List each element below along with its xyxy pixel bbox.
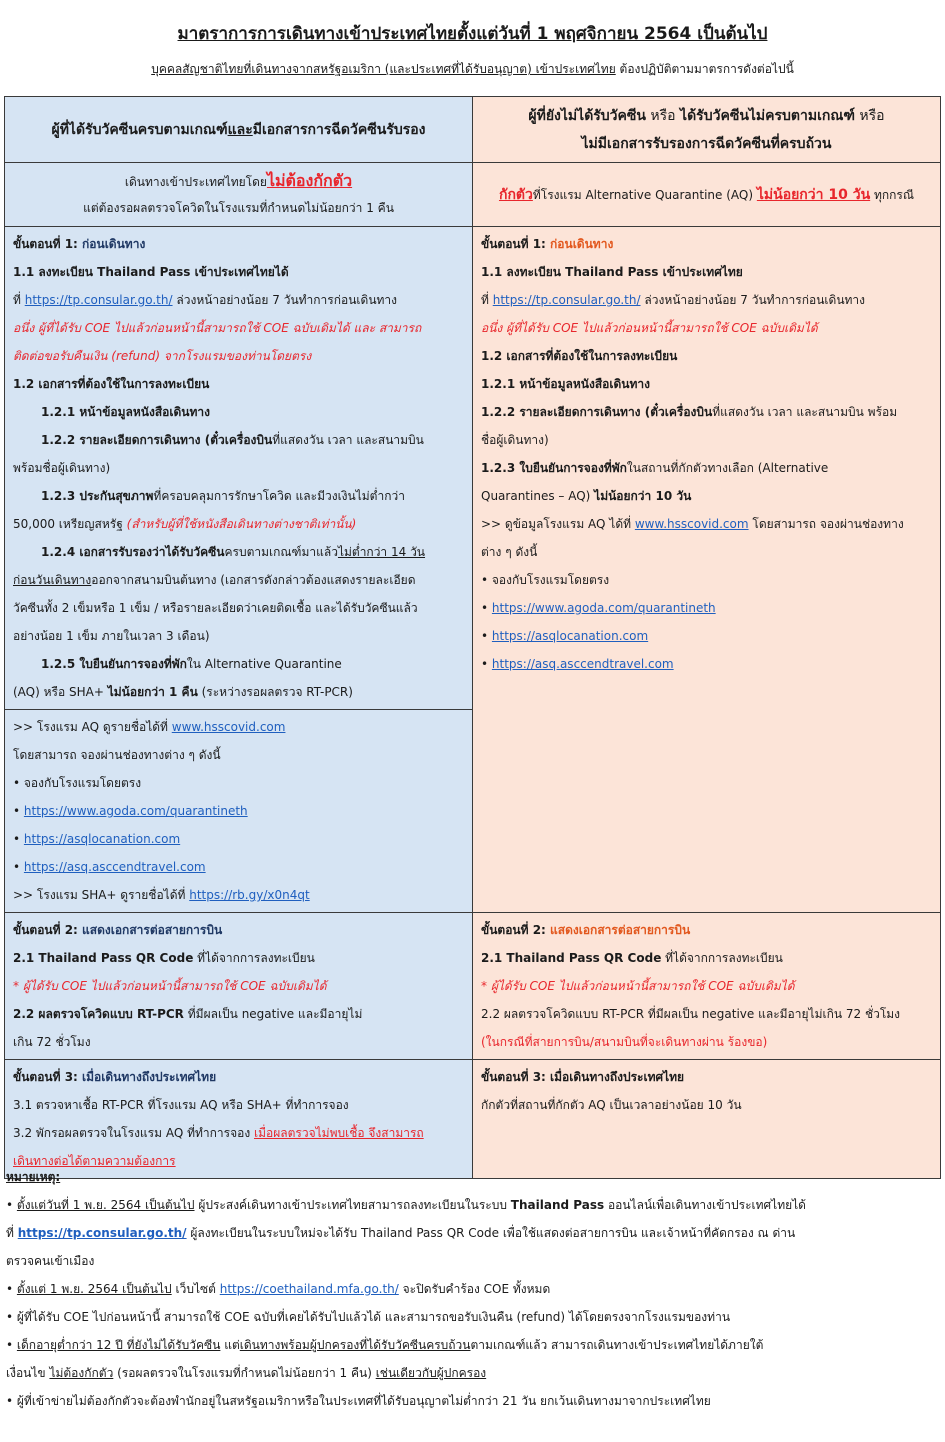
text: • จองกับโรงแรมโดยตรง [13, 776, 142, 790]
text: >> โรงแรม SHA+ ดูรายชื่อได้ที่ [13, 888, 190, 902]
header-right-or1: หรือ [645, 107, 681, 124]
text: ตรวจคนเข้าเมือง [6, 1254, 95, 1268]
text: • จองกับโรงแรมโดยตรง [481, 573, 610, 587]
text: 1.2.1 หน้าข้อมูล [41, 405, 133, 419]
text: • ผู้ที่ได้รับ COE ไปก่อนหน้านี้ สามารถใช้ COE ฉบับที่เคยได้รับไปแล้วได้ และสามารถขอรับเงินคืน (refund) ได้โดยตรงจากโรงแรมของท่าน [6, 1310, 731, 1324]
subtitle-rest: ต้องปฏิบัติตามมาตรการดังต่อไปนี้ [615, 62, 794, 76]
step2-vaccinated [5, 913, 473, 1060]
asqlocanation-link[interactable]: https://asqlocanation.com [23, 832, 181, 846]
text: ต่าง ๆ ดังนี้ [481, 545, 538, 559]
page-subtitle [0, 60, 945, 79]
booking-label: 1.2.5 ใบยืนยันการจองที่พัก [41, 657, 187, 671]
text: ในสถานที่กักตัวทางเลือก (Alternative [626, 461, 829, 475]
step3-vaccinated [5, 1060, 473, 1179]
notes-section [6, 1163, 936, 1415]
text: ที่ [6, 1226, 18, 1240]
text: 3.1 ตรวจหาเชื้อ RT-PCR ที่โรงแรม AQ หรือ SHA+ ที่ทำการจอง [13, 1098, 349, 1112]
text: ล่วงหน้าอย่างน้อย 7 วันทำการก่อนเดินทาง [172, 293, 398, 307]
step1-right-label: ขั้นตอนที่ 1: [481, 237, 551, 251]
min-days: ไม่น้อยกว่า 10 วัน [594, 489, 692, 503]
text: ครบตามเกณฑ์มาแล้ว [224, 545, 338, 559]
text: โดยสามารถ จองผ่านช่องทางต่าง ๆ ดังนี้ [13, 748, 221, 762]
header-right-e: ไม่มีเอกสารรับรองการฉีดวัคซีนที่ครบถ้วน [581, 135, 832, 152]
step1-right-1-1: 1.1 ลงทะเบียน Thailand Pass เข้าประเทศไทย [481, 265, 743, 279]
subtitle-underlined: บุคคลสัญชาติไทยที่เดินทางจากสหรัฐอเมริกา (และประเทศที่ได้รับอนุญาต) เข้าประเทศไทย [151, 62, 616, 76]
coe-note: * ผู้ได้รับ COE ไปแล้วก่อนหน้านี้สามารถใช้ COE ฉบับเดิมได้ [13, 979, 327, 993]
page-title: มาตราการการเดินทางเข้าประเทศไทยตั้งแต่วันที่ 1 พฤศจิกายน 2564 เป็นต้นไป [177, 24, 768, 44]
text: ใน Alternative Quarantine [186, 657, 342, 671]
passport-label: หนังสือเดินทาง [572, 377, 650, 391]
text: (รอผลตรวจในโรงแรมที่กำหนดไม่น้อยกว่า 1 คืน) [113, 1366, 376, 1380]
ticket-label: ตั๋วเครื่องบิน [210, 433, 273, 447]
header-right-or2: หรือ [854, 107, 885, 124]
text: ออกจากสนามบินต้นทาง (เอกสารดังกล่าวต้องแสดงรายละเอียด [91, 573, 416, 587]
text: ออนไลน์เพื่อเดินทางเข้าประเทศไทยได้ [604, 1198, 806, 1212]
booking-label: 1.2.3 ใบยืนยันการจองที่พัก [481, 461, 627, 475]
text: ที่แสดงวัน เวลา และสนามบิน พร้อม [712, 405, 898, 419]
asccendtravel-link[interactable]: https://asq.asccendtravel.com [491, 657, 674, 671]
step3-left-label: ขั้นตอนที่ 3: [13, 1070, 83, 1084]
asqlocanation-link[interactable]: https://asqlocanation.com [491, 629, 649, 643]
bullet: • [6, 1282, 17, 1296]
aq-hotels-vaccinated: >> โรงแรม AQ ดูรายชื่อได้ที่ www.hsscovid.com โดยสามารถ จองผ่านช่องทางต่าง ๆ ดังนี้ • จองกับโรงแรมโดยตรง • https://www.agoda.com/quarantineth • https://asqlocanation.com • https://asq.asccendtravel.com >> โรงแรม SHA+ ดูรายชื่อได้ที่ https://rb.gy/x0n4qt [5, 710, 473, 913]
min-nights: ไม่น้อยกว่า 1 คืน [107, 685, 198, 699]
notes-heading: หมายเหตุ: [6, 1170, 61, 1184]
hsscovid-link[interactable]: www.hsscovid.com [171, 720, 286, 734]
text: ล่วงหน้าอย่างน้อย 7 วันทำการก่อนเดินทาง [640, 293, 866, 307]
text: >> ดูข้อมูลโรงแรม AQ ได้ที่ [481, 517, 635, 531]
text: ชื่อผู้เดินทาง) [481, 433, 549, 447]
header-vaccinated [5, 97, 473, 163]
text: ตั้งแต่ 1 พ.ย. 2564 เป็นต้นไป [16, 1282, 172, 1296]
coethailand-link[interactable]: https://coethailand.mfa.go.th/ [219, 1282, 399, 1296]
text: Quarantines – AQ) [481, 489, 595, 503]
agoda-link[interactable]: https://www.agoda.com/quarantineth [491, 601, 716, 615]
text: 1.2.2 รายละเอียดการเดินทาง ( [41, 433, 211, 447]
text: ผู้ลงทะเบียนในระบบใหม่จะได้รับ Thailand Pass QR Code เพื่อใช้แสดงต่อสายการบิน และเจ้าหน้าที่คัดกรอง ณ ด่าน [186, 1226, 796, 1240]
airline-request-note: (ในกรณีที่สายการบิน/สนามบินที่จะเดินทางผ่าน ร้องขอ) [481, 1035, 768, 1049]
step2-left-title: แสดงเอกสารต่อสายการบิน [82, 923, 223, 937]
tp-consular-link[interactable]: https://tp.consular.go.th/ [17, 1226, 187, 1240]
text: ที่มีผลเป็น negative และมีอายุไม่ [183, 1007, 363, 1021]
summary-right-b: ที่โรงแรม Alternative Quarantine (AQ) [532, 187, 757, 202]
foreign-passport-note: (สำหรับผู้ที่ใช้หนังสือเดินทางต่างชาติเท่านั้น) [126, 517, 357, 531]
step1-left-1-2: 1.2 เอกสารที่ต้องใช้ในการลงทะเบียน [13, 377, 210, 391]
vaccine-cert-label: 1.2.4 เอกสารรับรองว่าได้รับวัคซีน [41, 545, 225, 559]
step1-vaccinated [5, 227, 473, 710]
coe-note: อนึ่ง ผู้ที่ได้รับ COE ไปแล้วก่อนหน้านี้สามารถใช้ COE ฉบับเดิมได้ [481, 321, 818, 335]
bullet: • [6, 1198, 17, 1212]
text: วัคซีนทั้ง 2 เข็มหรือ 1 เข็ม / หรือรายละเอียดว่าเคยติดเชื้อ และได้รับวัคซีนแล้ว [13, 601, 418, 615]
step2-unvaccinated [473, 913, 941, 1060]
text: เมื่อผลตรวจไม่พบเชื้อ จึงสามารถ [254, 1126, 424, 1140]
text: อย่างน้อย 1 เข็ม ภายในเวลา 3 เดือน) [13, 629, 210, 643]
text: 3.2 พักรอผลตรวจในโรงแรม AQ ที่ทำการจอง [13, 1126, 255, 1140]
step1-left-label: ขั้นตอนที่ 1: [13, 237, 83, 251]
sha-plus-link[interactable]: https://rb.gy/x0n4qt [189, 888, 310, 902]
quarantine-label: กักตัว [498, 186, 533, 203]
header-left-and: และ [227, 121, 253, 138]
text: (AQ) หรือ SHA+ [13, 685, 108, 699]
text: ที่ครอบคลุมการรักษาโควิด และมีวงเงินไม่ต่ำกว่า [153, 489, 405, 503]
text: ที่ได้จากการลงทะเบียน [661, 951, 783, 965]
step3-right-title: ขั้นตอนที่ 3: เมื่อเดินทางถึงประเทศไทย [481, 1070, 685, 1084]
summary-left-a: เดินทางเข้าประเทศไทยโดย [124, 175, 267, 189]
text: ที่ [481, 293, 493, 307]
step1-right-title: ก่อนเดินทาง [550, 237, 614, 251]
summary-vaccinated [5, 163, 473, 227]
step1-left-title: ก่อนเดินทาง [82, 237, 146, 251]
text: ที่ [13, 293, 25, 307]
text: จะปิดรับคำร้อง COE ทั้งหมด [398, 1282, 551, 1296]
text: Thailand Pass [510, 1198, 605, 1212]
summary-right-d: ทุกกรณี [870, 187, 915, 202]
text: ไม่ต้องกักตัว [49, 1366, 114, 1380]
text: (ระหว่างรอผลตรวจ RT-PCR) [197, 685, 353, 699]
tp-consular-link[interactable]: https://tp.consular.go.th/ [24, 293, 173, 307]
coe-note-2: ติดต่อขอรับคืนเงิน (refund) จากโรงแรมของท่านโดยตรง [13, 349, 312, 363]
coe-note: * ผู้ได้รับ COE ไปแล้วก่อนหน้านี้สามารถใช้ COE ฉบับเดิมได้ [481, 979, 795, 993]
step1-left-1-1: 1.1 ลงทะเบียน Thailand Pass เข้าประเทศไทยได้ [13, 265, 289, 279]
insurance-label: 1.2.3 ประกันสุขภาพ [41, 489, 154, 503]
text: ที่แสดงวัน เวลา และสนามบิน [272, 433, 424, 447]
tp-consular-link[interactable]: https://tp.consular.go.th/ [492, 293, 641, 307]
header-left-a: ผู้ที่ได้รับวัคซีนครบตามเกณฑ์ [51, 121, 228, 138]
text: ตามเกณฑ์แล้ว สามารถเดินทางเข้าประเทศไทยได้ภายใต้ [470, 1338, 764, 1352]
text: เช่นเดียวกับผู้ปกครอง [375, 1366, 487, 1380]
measures-table [4, 96, 941, 1179]
text: เว็บไซต์ [171, 1282, 220, 1296]
text: >> โรงแรม AQ ดูรายชื่อได้ที่ [13, 720, 172, 734]
text: 1.2.2 รายละเอียดการเดินทาง ( [481, 405, 651, 419]
text: 1.2.1 หน้าข้อมูล [481, 377, 573, 391]
header-left-c: มีเอกสารการฉีดวัคซีนรับรอง [252, 121, 426, 138]
text: เดินทางต่อได้ตามความต้องการ [13, 1154, 176, 1168]
text: เงื่อนไข [6, 1366, 50, 1380]
text: ก่อนวันเดินทาง [13, 573, 92, 587]
step3-left-title: เมื่อเดินทางถึงประเทศไทย [82, 1070, 217, 1084]
text: ตั้งแต่วันที่ 1 พ.ย. 2564 เป็นต้นไป [16, 1198, 195, 1212]
step2-left-label: ขั้นตอนที่ 2: [13, 923, 83, 937]
no-quarantine-label: ไม่ต้องกักตัว [266, 171, 353, 190]
hsscovid-link[interactable]: www.hsscovid.com [634, 517, 749, 531]
summary-unvaccinated [473, 163, 941, 227]
text: 50,000 เหรียญสหรัฐ [13, 517, 127, 531]
step1-unvaccinated: ขั้นตอนที่ 1: ก่อนเดินทาง 1.1 ลงทะเบียน Thailand Pass เข้าประเทศไทย ที่ https://tp.consular.go.th/ ล่วงหน้าอย่างน้อย 7 วันทำการก่อนเดินทาง อนึ่ง ผู้ที่ได้รับ COE ไปแล้วก่อนหน้านี้สามารถใช้ COE ฉบับเดิมได้ 1.2 เอกสารที่ต้องใช้ในการลงทะเบียน 1.2.1 หน้าข้อมูลหนังสือเดินทาง 1.2.2 รายละเอียดการเดินทาง (ตั๋วเครื่องบินที่แสดงวัน เวลา และสนามบิน พร้อม ชื่อผู้เดินทาง) 1.2.3 ใบยืนยันการจองที่พักในสถานที่กักตัวทางเลือก (Alternative Quarantines – AQ) ไม่น้อยกว่า 10 วัน >> ดูข้อมูลโรงแรม AQ ได้ที่ www.hsscovid.com โดยสามารถ จองผ่านช่องทาง ต่าง ๆ ดังนี้ • จองกับโรงแรมโดยตรง • https://www.agoda.com/quarantineth • https://asqlocanation.com • https://asq.asccendtravel.com [473, 227, 941, 913]
asccendtravel-link[interactable]: https://asq.asccendtravel.com [23, 860, 206, 874]
text: เดินทางพร้อมผู้ปกครองที่ได้รับวัคซีนครบถ้วน [239, 1338, 471, 1352]
rt-pcr-label: 2.2 ผลตรวจโควิดแบบ RT-PCR [13, 1007, 184, 1021]
agoda-link[interactable]: https://www.agoda.com/quarantineth [23, 804, 248, 818]
text: แต่ [220, 1338, 240, 1352]
text: กักตัวที่สถานที่กักตัว AQ เป็นเวลาอย่างน้อย 10 วัน [481, 1098, 742, 1112]
ticket-label: ตั๋วเครื่องบิน [650, 405, 713, 419]
quarantine-days: ไม่น้อยกว่า 10 วัน [756, 186, 871, 203]
text: 2.2 ผลตรวจโควิดแบบ RT-PCR ที่มีผลเป็น negative และมีอายุไม่เกิน 72 ชั่วโมง [481, 1007, 901, 1021]
passport-label: หนังสือเดินทาง [132, 405, 210, 419]
text: โดยสามารถ จองผ่านช่องทาง [748, 517, 904, 531]
text: • ผู้ที่เข้าข่ายไม่ต้องกักตัวจะต้องพำนักอยู่ในสหรัฐอเมริกาหรือในประเทศที่ได้รับอนุญาตไม่ต่ำกว่า 21 วัน ยกเว้นเดินทางมาจากประเทศไทย [6, 1394, 711, 1408]
qr-code-label: 2.1 Thailand Pass QR Code [481, 951, 662, 965]
text: เด็กอายุต่ำกว่า 12 ปี ที่ยังไม่ได้รับวัคซีน [16, 1338, 221, 1352]
step2-right-title: แสดงเอกสารต่อสายการบิน [550, 923, 691, 937]
summary-left-b: แต่ต้องรอผลตรวจโควิดในโรงแรมที่กำหนดไม่น้อยกว่า 1 คืน [83, 201, 394, 215]
text: เกิน 72 ชั่วโมง [13, 1035, 91, 1049]
qr-code-label: 2.1 Thailand Pass QR Code [13, 951, 194, 965]
step1-right-1-2: 1.2 เอกสารที่ต้องใช้ในการลงทะเบียน [481, 349, 678, 363]
text: ไม่ต่ำกว่า 14 วัน [337, 545, 426, 559]
text: พร้อมชื่อผู้เดินทาง) [13, 461, 111, 475]
text: ที่ได้จากการลงทะเบียน [193, 951, 315, 965]
header-right-c: ได้รับวัคซีนไม่ครบตามเกณฑ์ [680, 107, 855, 124]
bullet: • [6, 1338, 17, 1352]
text: ผู้ประสงค์เดินทางเข้าประเทศไทยสามารถลงทะเบียนในระบบ [194, 1198, 511, 1212]
step2-right-label: ขั้นตอนที่ 2: [481, 923, 551, 937]
header-unvaccinated [473, 97, 941, 163]
header-right-a: ผู้ที่ยังไม่ได้รับวัคซีน [528, 107, 646, 124]
step3-unvaccinated [473, 1060, 941, 1179]
coe-note-1: อนึ่ง ผู้ที่ได้รับ COE ไปแล้วก่อนหน้านี้สามารถใช้ COE ฉบับเดิมได้ และ สามารถ [13, 321, 422, 335]
